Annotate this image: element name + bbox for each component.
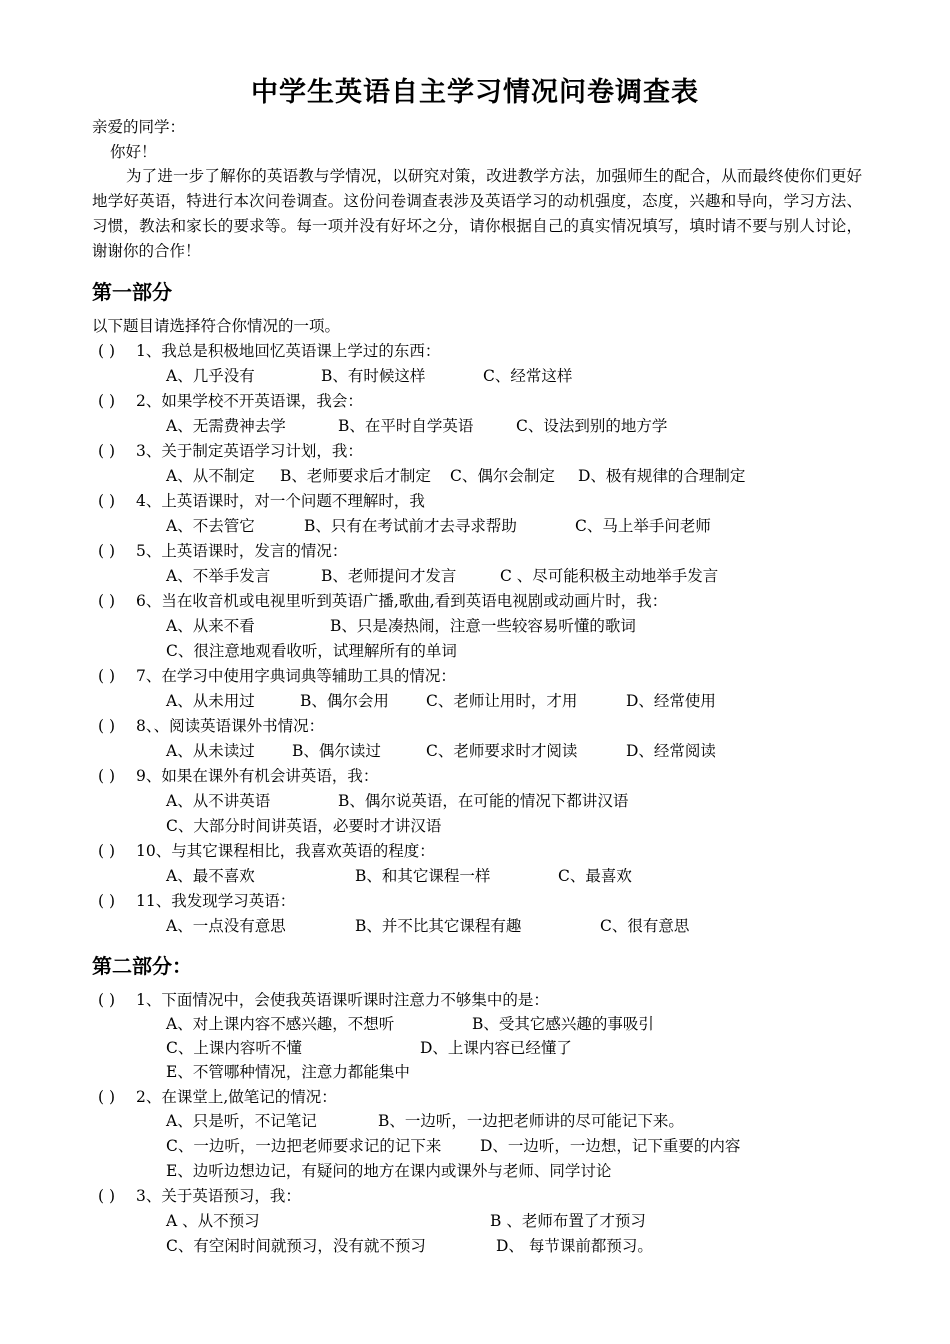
option: B、并不比其它课程有趣 <box>355 917 522 935</box>
option: B、只是凑热闹，注意一些较容易听懂的歌词 <box>330 617 636 635</box>
question-stem: ( ) 9、如果在课外有机会讲英语，我： <box>98 767 379 785</box>
question-stem: ( ) 5、上英语课时，发言的情况： <box>98 542 348 560</box>
question-stem: ( ) 8、、阅读英语课外书情况： <box>98 717 325 735</box>
option: A、从来不看 <box>166 617 255 635</box>
option: C、经常这样 <box>483 367 573 385</box>
question-stem: ( ) 2、在课堂上,做笔记的情况： <box>98 1088 337 1106</box>
answer-blank[interactable]: ( ) <box>98 767 116 785</box>
option: C、有空闲时间就预习，没有就不预习 <box>166 1237 426 1255</box>
answer-blank[interactable]: ( ) <box>98 1187 116 1205</box>
answer-blank[interactable]: ( ) <box>98 542 116 560</box>
option: D、经常使用 <box>626 692 716 710</box>
option: A、从不讲英语 <box>166 792 271 810</box>
intro-paragraph: 为了进一步了解你的英语教与学情况，以研究对策，改进教学方法，加强师生的配合，从而最终使你们更好地学好英语，特进行本次问卷调查。这份问卷调查表涉及英语学习的动机强度，态度，兴趣和导向，学习方法、习惯，教法和家长的要求等。每一项并没有好坏之分，请你根据自己的真实情况填写，填时请不要与别人讨论，谢谢你的合作！ <box>92 167 862 260</box>
hello: 你好！ <box>110 143 157 161</box>
part1-instruction: 以下题目请选择符合你情况的一项。 <box>92 317 341 335</box>
option: C 、尽可能积极主动地举手发言 <box>500 567 719 585</box>
option: C、老师让用时，才用 <box>426 692 578 710</box>
answer-blank[interactable]: ( ) <box>98 442 116 460</box>
option: D、极有规律的合理制定 <box>578 467 746 485</box>
question-stem: ( ) 2、如果学校不开英语课，我会： <box>98 392 363 410</box>
question-stem: ( ) 3、关于英语预习，我： <box>98 1187 301 1205</box>
answer-blank[interactable]: ( ) <box>98 842 116 860</box>
option: B、偶尔会用 <box>300 692 389 710</box>
option: A、几乎没有 <box>166 367 255 385</box>
question-stem: ( ) 11、我发现学习英语： <box>98 892 296 910</box>
answer-blank[interactable]: ( ) <box>98 592 116 610</box>
option: A、无需费神去学 <box>166 417 286 435</box>
option: A、只是听，不记笔记 <box>166 1112 317 1130</box>
option: B、在平时自学英语 <box>338 417 474 435</box>
option: B、老师提问才发言 <box>321 567 457 585</box>
option: A、从未用过 <box>166 692 255 710</box>
option: B、只有在考试前才去寻求帮助 <box>304 517 517 535</box>
option: B、和其它课程一样 <box>355 867 491 885</box>
option: A、不去管它 <box>166 517 255 535</box>
question-stem: ( ) 3、关于制定英语学习计划，我： <box>98 442 363 460</box>
answer-blank[interactable]: ( ) <box>98 667 116 685</box>
answer-blank[interactable]: ( ) <box>98 991 116 1009</box>
option: C、一边听，一边把老师要求记的记下来 <box>166 1137 442 1155</box>
option: B、受其它感兴趣的事吸引 <box>472 1015 654 1033</box>
part2-heading: 第二部分： <box>92 954 192 978</box>
option: A 、从不预习 <box>166 1212 260 1230</box>
question-stem: ( ) 6、当在收音机或电视里听到英语广播,歌曲,看到英语电视剧或动画片时，我： <box>98 592 668 610</box>
question-stem: ( ) 7、在学习中使用字典词典等辅助工具的情况： <box>98 667 456 685</box>
answer-blank[interactable]: ( ) <box>98 1088 116 1106</box>
option: B、偶尔说英语，在可能的情况下都讲汉语 <box>338 792 629 810</box>
option: A、一点没有意思 <box>166 917 286 935</box>
answer-blank[interactable]: ( ) <box>98 717 116 735</box>
answer-blank[interactable]: ( ) <box>98 342 116 360</box>
option: D、 每节课前都预习。 <box>496 1237 653 1255</box>
option: C、上课内容听不懂 <box>166 1039 302 1057</box>
option: C、偶尔会制定 <box>450 467 555 485</box>
option: D、一边听，一边想，记下重要的内容 <box>480 1137 741 1155</box>
option: C、老师要求时才阅读 <box>426 742 578 760</box>
option: E、边听边想边记，有疑问的地方在课内或课外与老师、同学讨论 <box>166 1162 612 1180</box>
option: A、从不制定 <box>166 467 255 485</box>
option: C、设法到别的地方学 <box>516 417 668 435</box>
option: E、不管哪种情况，注意力都能集中 <box>166 1063 410 1081</box>
option: C、很有意思 <box>600 917 690 935</box>
greeting: 亲爱的同学： <box>92 118 186 136</box>
option: B、有时候这样 <box>321 367 426 385</box>
option: B、偶尔读过 <box>292 742 381 760</box>
option: A、不举手发言 <box>166 567 271 585</box>
part1-heading: 第一部分 <box>92 280 172 304</box>
question-stem: ( ) 1、我总是积极地回忆英语课上学过的东西： <box>98 342 441 360</box>
document-title: 中学生英语自主学习情况问卷调查表 <box>251 77 699 108</box>
option: A、最不喜欢 <box>166 867 255 885</box>
question-stem: ( ) 10、与其它课程相比，我喜欢英语的程度： <box>98 842 435 860</box>
option: C、马上举手问老师 <box>575 517 711 535</box>
option: B、一边听，一边把老师讲的尽可能记下来。 <box>378 1112 684 1130</box>
option: B 、老师布置了才预习 <box>490 1212 646 1230</box>
question-stem: ( ) 1、下面情况中，会使我英语课听课时注意力不够集中的是： <box>98 991 549 1009</box>
question-stem: ( ) 4、上英语课时，对一个问题不理解时，我 <box>98 492 425 510</box>
option: C、最喜欢 <box>558 867 632 885</box>
option: D、经常阅读 <box>626 742 716 760</box>
answer-blank[interactable]: ( ) <box>98 892 116 910</box>
answer-blank[interactable]: ( ) <box>98 492 116 510</box>
answer-blank[interactable]: ( ) <box>98 392 116 410</box>
option: A、从未读过 <box>166 742 255 760</box>
option: A、对上课内容不感兴趣，不想听 <box>166 1015 395 1033</box>
option: D、上课内容已经懂了 <box>420 1039 572 1057</box>
option: C、很注意地观看收听，试理解所有的单词 <box>166 642 457 660</box>
option: B、老师要求后才制定 <box>280 467 431 485</box>
option: C、大部分时间讲英语，必要时才讲汉语 <box>166 817 442 835</box>
